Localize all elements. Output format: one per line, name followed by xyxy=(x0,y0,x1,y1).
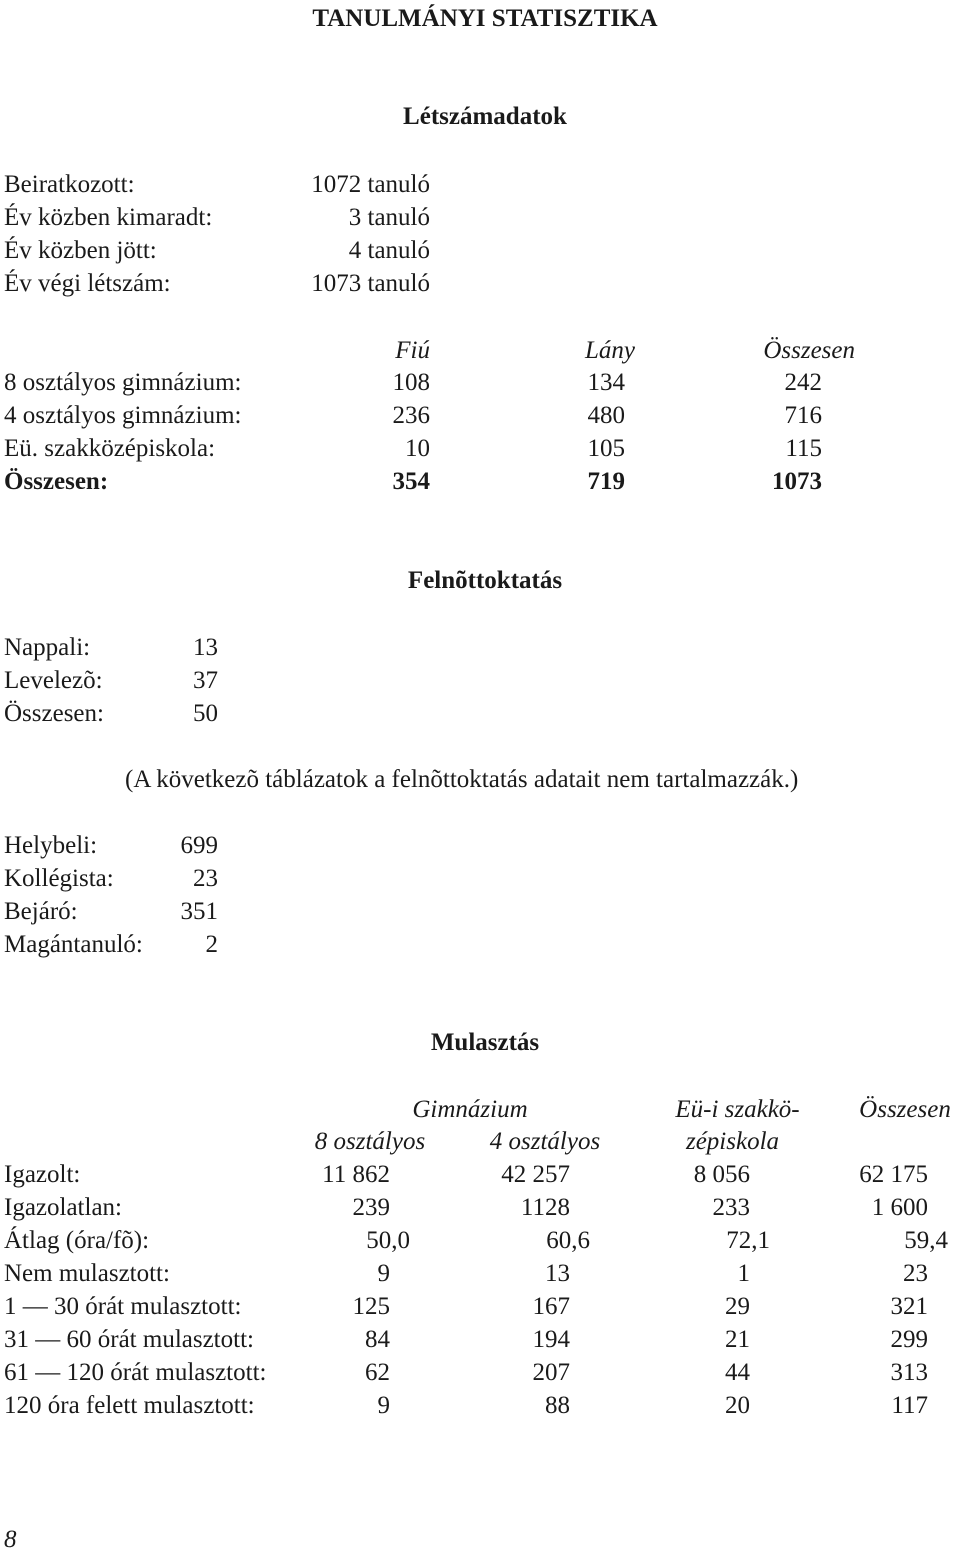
cell: 88 xyxy=(545,1392,570,1419)
letszam-label: Év közben jött: xyxy=(4,237,157,264)
column-header-zepiskola: zépiskola xyxy=(685,1128,780,1155)
column-header-8-osztalyos: 8 osztályos xyxy=(314,1128,426,1155)
cell: 233 xyxy=(712,1194,750,1221)
residence-label: Helybeli: xyxy=(4,832,98,859)
residence-value: 351 xyxy=(180,898,218,925)
column-header-lany: Lány xyxy=(585,337,635,364)
cell: 8 056 xyxy=(693,1161,750,1188)
cell: 50,0 xyxy=(366,1227,410,1254)
cell: 11 862 xyxy=(322,1161,390,1188)
row-label: 4 osztályos gimnázium: xyxy=(4,402,242,429)
cell: 167 xyxy=(532,1293,570,1320)
residence-value: 2 xyxy=(205,931,218,958)
residence-value: 699 xyxy=(180,832,218,859)
cell: 239 xyxy=(352,1194,390,1221)
cell: 23 xyxy=(903,1260,928,1287)
letszam-value: 4 tanuló xyxy=(348,237,430,264)
cell: 9 xyxy=(377,1260,390,1287)
cell: 60,6 xyxy=(546,1227,590,1254)
row-label: Igazolt: xyxy=(4,1161,81,1188)
residence-label: Bejáró: xyxy=(4,898,78,925)
letszam-label: Év közben kimaradt: xyxy=(4,204,213,231)
row-label: 8 osztályos gimnázium: xyxy=(4,369,242,396)
row-label: 61 — 120 órát mulasztott: xyxy=(4,1359,267,1386)
cell: 108 xyxy=(392,369,430,396)
row-label: Eü. szakközépiskola: xyxy=(4,435,216,462)
cell: 134 xyxy=(587,369,625,396)
letszam-value: 1072 tanuló xyxy=(311,171,430,198)
felnott-value: 50 xyxy=(193,700,218,727)
cell: 21 xyxy=(725,1326,750,1353)
cell: 236 xyxy=(392,402,430,429)
cell: 194 xyxy=(532,1326,570,1353)
felnott-label: Összesen: xyxy=(4,700,104,727)
felnott-label: Levelezõ: xyxy=(4,667,103,694)
cell: 242 xyxy=(784,369,822,396)
column-header-eu: Eü-i szakkö- xyxy=(675,1096,800,1123)
cell: 480 xyxy=(587,402,625,429)
residence-value: 23 xyxy=(193,865,218,892)
row-label: Átlag (óra/fõ): xyxy=(4,1227,150,1254)
column-header-osszesen: Összesen xyxy=(763,337,855,364)
cell: 105 xyxy=(587,435,625,462)
column-header-gimnazium: Gimnázium xyxy=(412,1096,528,1123)
row-label: Igazolatlan: xyxy=(4,1194,122,1221)
letszam-label: Beiratkozott: xyxy=(4,171,135,198)
letszam-label: Év végi létszám: xyxy=(4,270,171,297)
felnott-label: Nappali: xyxy=(4,634,91,661)
letszam-value: 3 tanuló xyxy=(348,204,430,231)
cell: 20 xyxy=(725,1392,750,1419)
cell: 299 xyxy=(890,1326,928,1353)
felnott-value: 37 xyxy=(193,667,218,694)
cell: 1128 xyxy=(520,1194,570,1221)
row-label: Nem mulasztott: xyxy=(4,1260,170,1287)
cell: 62 xyxy=(365,1359,390,1386)
column-header-fiu: Fiú xyxy=(395,337,430,364)
cell: 117 xyxy=(891,1392,928,1419)
total-cell: 719 xyxy=(587,468,625,495)
cell: 44 xyxy=(725,1359,750,1386)
cell: 1 xyxy=(737,1260,750,1287)
total-cell: 1073 xyxy=(772,468,822,495)
cell: 207 xyxy=(532,1359,570,1386)
page-number: 8 xyxy=(4,1526,17,1553)
cell: 59,4 xyxy=(904,1227,948,1254)
cell: 716 xyxy=(784,402,822,429)
page-title: TANULMÁNYI STATISZTIKA xyxy=(312,5,658,32)
cell: 313 xyxy=(890,1359,928,1386)
row-label: 1 — 30 órát mulasztott: xyxy=(4,1293,242,1320)
residence-label: Magántanuló: xyxy=(4,931,143,958)
felnott-value: 13 xyxy=(193,634,218,661)
section-heading-letszam: Létszámadatok xyxy=(403,103,567,130)
cell: 10 xyxy=(405,435,430,462)
cell: 42 257 xyxy=(501,1161,570,1188)
total-cell: 354 xyxy=(392,468,430,495)
cell: 84 xyxy=(365,1326,390,1353)
residence-label: Kollégista: xyxy=(4,865,114,892)
cell: 321 xyxy=(890,1293,928,1320)
note-text: (A következõ táblázatok a felnõttoktatás adatait nem tartalmazzák.) xyxy=(125,766,799,793)
row-label: 31 — 60 órát mulasztott: xyxy=(4,1326,254,1353)
letszam-value: 1073 tanuló xyxy=(311,270,430,297)
cell: 72,1 xyxy=(726,1227,770,1254)
section-heading-mulasztas: Mulasztás xyxy=(430,1029,540,1056)
cell: 115 xyxy=(785,435,822,462)
cell: 13 xyxy=(545,1260,570,1287)
cell: 62 175 xyxy=(859,1161,928,1188)
cell: 9 xyxy=(377,1392,390,1419)
row-label: 120 óra felett mulasztott: xyxy=(4,1392,255,1419)
cell: 125 xyxy=(352,1293,390,1320)
cell: 29 xyxy=(725,1293,750,1320)
column-header-osszesen: Összesen xyxy=(859,1096,951,1123)
cell: 1 600 xyxy=(871,1194,928,1221)
column-header-4-osztalyos: 4 osztályos xyxy=(489,1128,601,1155)
total-label: Összesen: xyxy=(4,468,109,495)
section-heading-felnott: Felnõttoktatás xyxy=(407,567,563,594)
